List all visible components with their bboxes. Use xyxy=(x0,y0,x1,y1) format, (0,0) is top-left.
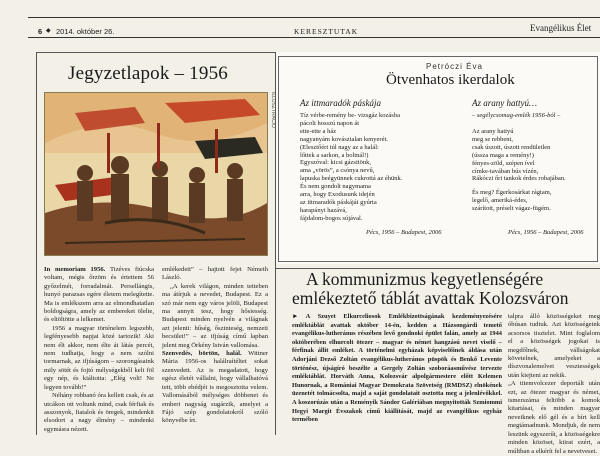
poem-line: (ússza maga a remény!) xyxy=(472,151,534,159)
article1-column-2 xyxy=(162,266,268,426)
poem-line: legelő, ameriká-édes, xyxy=(472,197,528,205)
poem-line: (Elesztőért túl nagy az a halál: xyxy=(300,143,379,151)
poem-line: Rákóczi őri tankok érdes robajában. xyxy=(472,175,566,183)
article1-title: Jegyzetlapok – 1956 xyxy=(68,63,228,84)
diamond-icon: ◆ xyxy=(46,28,51,34)
poem-line: arra, hogy Exodusunk idején xyxy=(300,191,375,199)
poem-line: ette-ette a ház xyxy=(300,127,337,135)
article1-column-1 xyxy=(44,266,154,434)
page-number: 6 xyxy=(38,27,43,36)
poem-left-lines xyxy=(300,112,456,223)
poem-left-title: Az ittmaradók páskája xyxy=(300,98,381,108)
poem-line: meg se rebbent, xyxy=(472,135,513,143)
poem-line: címke-tavában bús víz​én, xyxy=(472,167,539,175)
poem-right-subtitle: – segélycsomag-emlék 1956-ból – xyxy=(472,112,561,119)
newspaper-name: KERESZTUTAK xyxy=(294,27,359,36)
article2-lead-text: A Szuyet Elkurceliosok Emlékbizottságának kezdeményezésére emléktáblát avattak október 14-én, kedden a Házsongárdi temető evangélikus-lutheránus részében levő gondnoki épület falán, amely az 1944 októberében elhurcolt ötezer – magyar és német hangzású nevet viselő – férfinak állít emléket. A történelmi egyházak képviselőinek áldása után Adorjáni Dezső Zoltán evangélikus-lutheránus püspök és Benkő Levente történész, újságíró beszélte a Gergely Zoltán szoboráasművész tervezte emléktáblát. Horváth Anna, Kolozsvár alpolgármestere előtt Kelemen Hunornak, a Romániai Magyar Demokrata Szövetség (RMDSZ) elnökének üzenetét tolmácsolta, majd a saját gondolatait osztotta meg a jelenlévőkkel. A koszorúzás után a Reményik Sándor Galériában megnyitották Szmiommi Hegyi Margit Évszakok című kiállítását, majd az evangélikus egyház termében xyxy=(292,313,502,424)
poem-line: És meg? Égerkosárkat rágtam, xyxy=(472,189,552,197)
poem-line: fényes-zöld, szépen ível xyxy=(472,159,535,167)
poem-line: az ittmaradók páskáját gyúrta xyxy=(300,198,377,206)
article1-col1-p1: Tizéves fiúcska voltam, mégis őrzöm és értettem 56 győzelmét, forradalmát. Perselláng​is, hunyó parazsas egére életem meleg​ítette. Ma is emlékszem arra az elmondhatatlan boldogságra, amely az embereket ölelte, és eltöltötte a lelkemet. xyxy=(44,266,154,324)
article1-col1-p2: 1956 a magyar történelem legszebb, legfényesebb napjai közé tartozik! Aki nem élt akkor, nem élte át látás percét, nem tudhatja, hogy a nem szólni tormarnak, az ifjúságom – szorongásaink mily sötét és fojtó mélységekből kelt föl egy nép, és kiáltotta: „Elég volt! Ne legyen tovább!” xyxy=(44,324,154,391)
poem-line: Tíz vérbe-remény be- vizsgáz kozásba xyxy=(300,112,400,119)
article2-headline-line2: emlékeztető táblát avattak Kolozsváron xyxy=(292,288,569,308)
poem-line: ama „vörös”, a csónya nevű, xyxy=(300,167,375,175)
poem-title: Ötvenhatos ikerdalok xyxy=(386,72,515,88)
revolution-crowd-illustration xyxy=(45,93,267,255)
poem-author: Petróczi Éva xyxy=(426,62,483,71)
article1-subheading: Szenvedés, börtön, halál. xyxy=(162,350,242,358)
article1-col2-p3: Wittner Mária 1956-os halálraítéltet sokat szenvedett. Az is megadatott, hogy egész életét vállalni, hogy vállalhatóvá tett, több ebédjét is megosztotta velem. Vallomásából mélységes döbbenet és emberi nagyság sugárzik, amelyet a Fájó szép gondolatokról szóló könyvébe írt. xyxy=(162,350,268,425)
page-header xyxy=(0,0,600,38)
illustration-credit: ILLUSZTRÁCIÓ xyxy=(270,92,276,128)
header-rule-bottom xyxy=(28,37,600,38)
article2-headline-line1: A kommunizmus kegyetlenségére xyxy=(306,269,544,289)
poem-line: lapuska beégyünnek cukrottá az éhünk. xyxy=(300,175,403,183)
poem-line: nagyanyám kovásztalan kenyerét. xyxy=(300,135,388,143)
bullet-icon: ► xyxy=(292,313,299,320)
article1-col2-p1: emlékedett” – hajtott fejet Németh László. xyxy=(162,266,268,282)
poem-line: Az arany hattyú xyxy=(472,128,514,135)
poem-line: fájdalom-bogos sújával. xyxy=(300,214,363,222)
section-name: Evangélikus Élet xyxy=(530,23,592,33)
poem-line: Egyszóval: kicsi gázsitönk, xyxy=(300,159,371,167)
poem-line: harapányi hazává, xyxy=(300,206,347,214)
poem-box xyxy=(276,52,600,264)
issue-date: 2014. október 26. xyxy=(56,27,115,36)
poem-line: pácolt hosszú napon át xyxy=(300,119,360,127)
article1-col2-p2: „A kerek világon, minden tetteben ma átírjuk a nevedet, Budapest. Ez a szó már nem egy város jelöli, Budapest ma annyit tesz, hogy hősiesség. Budapest minden nyelvén a világnak azt jelenti: hűség, őszinteség, nemzeti becsület!” – az ifjúság című lapban jelent meg Örkény István vallomása. xyxy=(162,282,268,349)
poem-line: szárított, préselt vágaz-fügém. xyxy=(472,205,551,213)
poem-line: És nem gondolt nagymama xyxy=(300,183,371,191)
article2-headline xyxy=(292,270,600,308)
poem-right-footer: Pécs, 1956 – Budapest, 2006 xyxy=(508,229,584,236)
poem-line: csak úszott, úszott rendületlen xyxy=(472,143,551,151)
article1-col1-p3: Néhány robbanó óra kellett csak, és az utcákon ott voltunk mind, csak férfiak és asszonyok, fiatalok és öregek, mindenkit elsodort a nagy élmény – mindenki egymásra nézett. xyxy=(44,392,154,433)
article2-side-column: talpra álló közösségeket meg​óbúsan tudtuk. Azt közösségeink acsorsos tisztelet. Mint foglalom el a közösségek jogokat is megdőlnek, vállságokat követelnek, amelyeket a díszvonalemelvet vesztességek után kiejteni az nekik. „A titemvolcezer deportált után ezt, az ötezer magyar és német, ismerszáma feltöbb a komok kitartásai, és minden magyar neveiknek elő gél és a bírt kell megtámadnunk. Mondjuk, de nem leszünk egyszerűt, a közösségekre minden közöset, ki​irat ezért, a múltban a elkérít fel a ne​vetveset. xyxy=(508,313,600,455)
poem-left-footer: Pécs, 1956 – Budapest, 2006 xyxy=(366,229,442,236)
poem-right-lines xyxy=(472,128,596,213)
poem-line: lőttek a sarkon, a boltnál!) xyxy=(300,151,369,159)
poem-right-title: Az arany hattyú… xyxy=(472,98,537,108)
illustration xyxy=(44,92,268,256)
header-rule-top xyxy=(28,17,600,18)
article1-lead: In memoriam 1956. xyxy=(44,266,106,273)
article2-lead-body xyxy=(292,313,502,434)
